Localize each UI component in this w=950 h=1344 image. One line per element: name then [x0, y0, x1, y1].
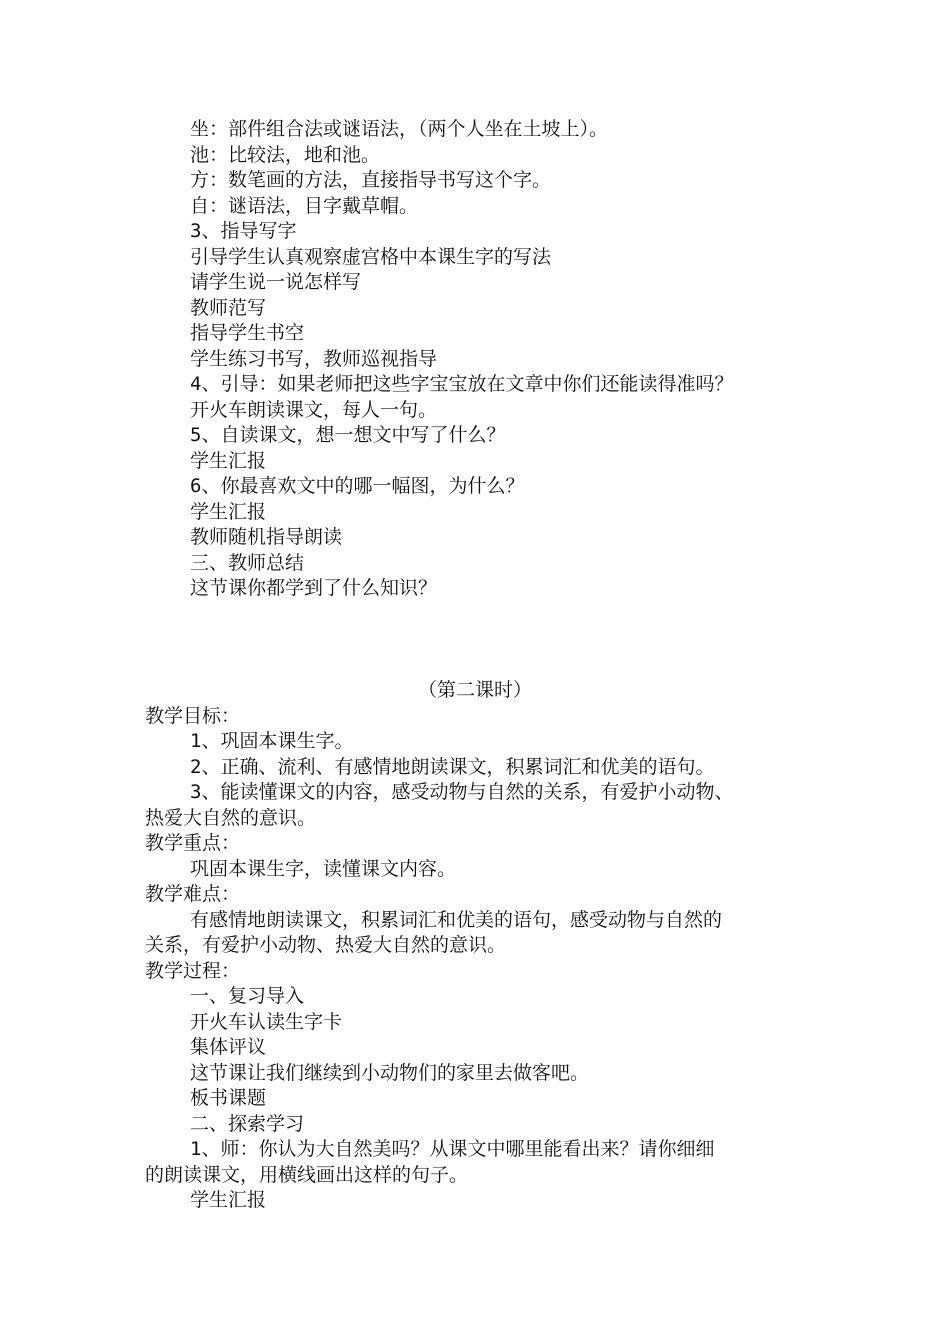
- text-line: 教师范写: [190, 297, 267, 319]
- text-line: 这节课你都学到了什么知识？: [190, 577, 438, 599]
- text-line: 6、你最喜欢文中的哪一幅图，为什么？: [190, 475, 525, 497]
- text-line: 4、引导：如果老师把这些字宝宝放在文章中你们还能读得准吗？: [190, 373, 734, 395]
- text-line: 5、自读课文，想一想文中写了什么？: [190, 424, 506, 446]
- text-line: 引导学生认真观察虚宫格中本课生字的写法: [190, 246, 552, 268]
- goal-item-continued: 热爱大自然的意识。: [145, 807, 317, 829]
- text-line: 三、教师总结: [190, 552, 305, 574]
- text-line: 学生练习书写，教师巡视指导: [190, 348, 438, 370]
- process-item: 这节课让我们继续到小动物们的家里去做客吧。: [190, 1062, 590, 1084]
- text-line: 开火车朗读课文，每人一句。: [190, 399, 438, 421]
- process-item-continued: 的朗读课文，用横线画出这样的句子。: [145, 1164, 469, 1186]
- difficulty-label: 教学难点：: [145, 883, 241, 905]
- section-heading: （第二课时）: [417, 679, 532, 701]
- process-item: 集体评议: [190, 1036, 267, 1058]
- text-line: 池：比较法，地和池。: [190, 144, 381, 166]
- text-line: 指导学生书空: [190, 322, 305, 344]
- process-label: 教学过程：: [145, 960, 241, 982]
- goal-item: 3、能读懂课文的内容，感受动物与自然的关系，有爱护小动物、: [190, 781, 734, 803]
- text-line: 3、指导写字: [190, 220, 297, 242]
- process-item: 学生汇报: [190, 1189, 267, 1211]
- text-line: 方：数笔画的方法，直接指导书写这个字。: [190, 169, 552, 191]
- key-text: 巩固本课生字，读懂课文内容。: [190, 858, 457, 880]
- difficulty-text-continued: 关系，有爱护小动物、热爱大自然的意识。: [145, 934, 507, 956]
- goal-item: 2、正确、流利、有感情地朗读课文，积累词汇和优美的语句。: [190, 756, 715, 778]
- text-line: 坐：部件组合法或谜语法，（两个人坐在土坡上）。: [190, 118, 609, 140]
- text-line: 学生汇报: [190, 450, 267, 472]
- process-item: 1、师：你认为大自然美吗？从课文中哪里能看出来？请你细细: [190, 1138, 715, 1160]
- process-item: 二、探索学习: [190, 1113, 305, 1135]
- process-item: 板书课题: [190, 1087, 267, 1109]
- difficulty-text: 有感情地朗读课文，积累词汇和优美的语句，感受动物与自然的: [190, 909, 723, 931]
- goal-item: 1、巩固本课生字。: [190, 730, 354, 752]
- process-item: 开火车认读生字卡: [190, 1011, 343, 1033]
- text-line: 自：谜语法，目字戴草帽。: [190, 195, 419, 217]
- process-item: 一、复习导入: [190, 985, 305, 1007]
- text-line: 学生汇报: [190, 501, 267, 523]
- text-line: 请学生说一说怎样写: [190, 271, 362, 293]
- text-line: 教师随机指导朗读: [190, 526, 343, 548]
- goals-label: 教学目标：: [145, 705, 241, 727]
- key-label: 教学重点：: [145, 832, 241, 854]
